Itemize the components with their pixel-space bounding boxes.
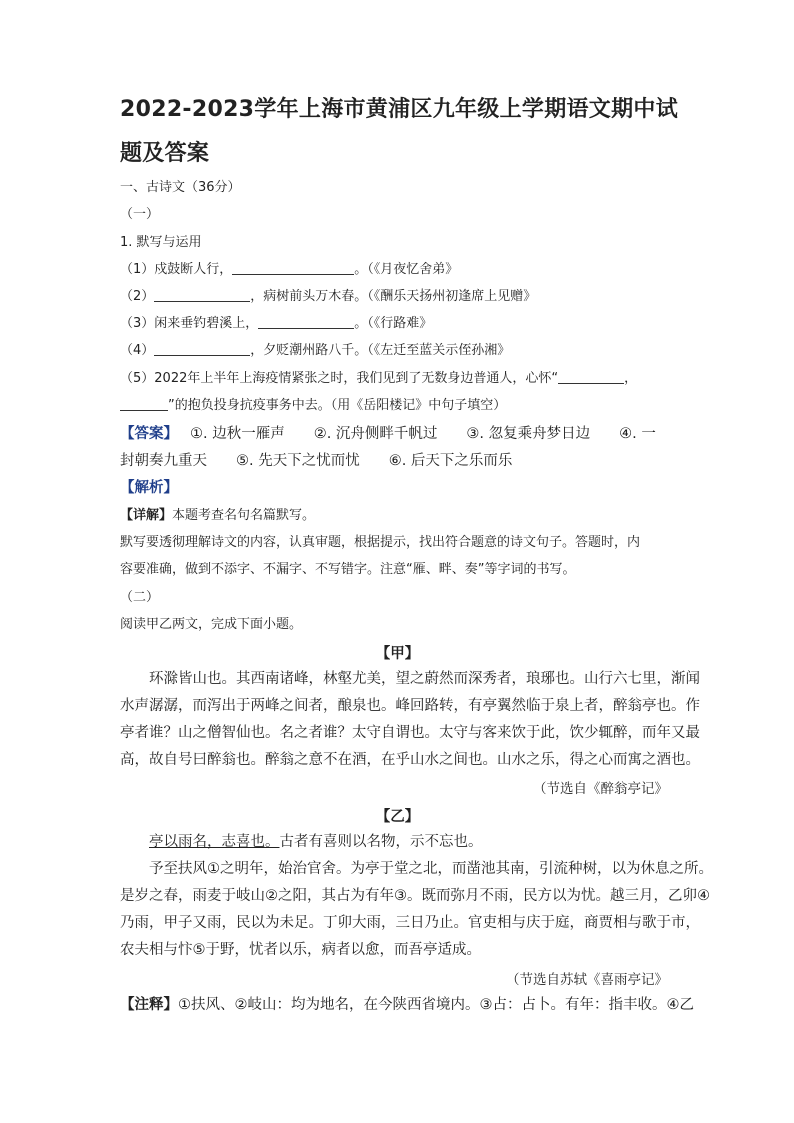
question-item: [120, 341, 510, 361]
passage-a-line: 高，故自号曰醉翁也。醉翁之意不在酒，在乎山水之间也。山水之乐，得之心而寓之酒也。: [120, 752, 700, 768]
question-item: [120, 396, 506, 416]
answer-blank[interactable]: [258, 314, 354, 329]
question-item: [120, 314, 432, 334]
passage-a-source: （节选自《醉翁亭记》: [533, 781, 668, 797]
notes-text: ①扶风、②岐山：均为地名，在今陕西省境内。③占：占卜。有年：指丰收。④乙: [178, 997, 694, 1013]
question-text: 。（《行路难》: [354, 316, 433, 331]
passage-b-line: 乃雨，甲子又雨，民以为未足。丁卯大雨，三日乃止。官吏相与庆于庭，商贾相与歌于市，: [120, 915, 700, 931]
passage-b-source: （节选自苏轼《喜雨亭记》: [506, 972, 668, 988]
question-text: （3）闲来垂钓碧溪上，: [120, 316, 259, 331]
detail-line: [120, 506, 315, 526]
question-text: ，病树前头万木春。（《酬乐天扬州初逢席上见赠》: [250, 289, 537, 304]
answer-blank[interactable]: [120, 396, 168, 411]
question-text: 。（《月夜忆舍弟》: [354, 262, 459, 277]
passage-b-line: [120, 832, 483, 852]
answer-label: 【答案】: [120, 426, 178, 442]
analysis-text: 默写要透彻理解诗文的内容，认真审题，根据提示，找出符合题意的诗文句子。答题时，内: [120, 535, 641, 550]
passage-a-line: 亭者谁？山之僧智仙也。名之者谁？太守自谓也。太守与客来饮于此，饮少辄醉，而年又最: [120, 725, 700, 741]
analysis-text: 容要准确，做到不添字、不漏字、不写错字。注意“雁、畔、奏”等字词的书写。: [120, 562, 576, 577]
answer-text: ①. 边秋一雁声 ②. 沉舟侧畔千帆过 ③. 忽复乘舟梦日边 ④. 一: [190, 426, 656, 442]
detail-text: 本题考查名句名篇默写。: [172, 508, 316, 523]
question-item: [120, 260, 458, 280]
question-text: （4）: [120, 343, 155, 358]
answer-blank[interactable]: [154, 341, 250, 356]
question-text: ”的抱负投身抗疫事务中去。（用《岳阳楼记》中句子填空）: [168, 398, 507, 413]
part-heading: （一）: [120, 207, 160, 222]
document-title: 2022-2023学年上海市黄浦区九年级上学期语文期中试题及答案: [120, 97, 678, 166]
question-item: [120, 369, 637, 389]
passage-a-line: 水声潺潺，而泻出于两峰之间者，酿泉也。峰回路转，有亭翼然临于泉上者，醉翁亭也。作: [120, 698, 700, 714]
part-heading: （二）: [120, 590, 160, 605]
notes-line: [120, 995, 694, 1015]
answer-blank[interactable]: [232, 260, 354, 275]
question-item: [120, 287, 536, 307]
section-heading: 一、古诗文（36分）: [120, 180, 241, 195]
analysis-label: 【解析】: [120, 480, 178, 496]
passage-a-title: 【甲】: [375, 646, 420, 662]
passage-b-line: 是岁之春，雨麦于岐山②之阳，其占为有年③。既而弥月不雨，民方以为忧。越三月，乙卯④: [120, 888, 710, 904]
underlined-sentence: 亭以雨名，志喜也。: [149, 834, 280, 850]
answer-line: [120, 424, 656, 444]
reading-instruction: 阅读甲乙两文，完成下面小题。: [120, 617, 303, 632]
passage-b-line: 农夫相与忭⑤于野，忧者以乐，病者以愈，而吾亭适成。: [120, 942, 481, 958]
answer-blank[interactable]: [154, 287, 250, 302]
notes-label: 【注释】: [120, 997, 178, 1013]
question-text: ，: [624, 371, 638, 386]
question-text: （2）: [120, 289, 155, 304]
question-text: （5）2022年上半年上海疫情紧张之时，我们见到了无数身边普通人，心怀“: [120, 371, 559, 386]
answer-blank[interactable]: [558, 369, 624, 384]
question-title: 1. 默写与运用: [120, 235, 202, 250]
answer-line: 封朝奏九重天 ⑤. 先天下之忧而忧 ⑥. 后天下之乐而乐: [120, 453, 513, 469]
passage-b-title: 【乙】: [375, 809, 420, 825]
detail-label: 【详解】: [120, 508, 173, 523]
passage-b-line: 予至扶风①之明年，始治官舍。为亭于堂之北，而凿池其南，引流种树，以为休息之所。: [120, 861, 713, 877]
passage-a-line: 环滁皆山也。其西南诸峰，林壑尤美，望之蔚然而深秀者，琅琊也。山行六七里，渐闻: [120, 671, 700, 687]
passage-b-text: 古者有喜则以名物，示不忘也。: [279, 834, 483, 850]
question-text: （1）戍鼓断人行，: [120, 262, 233, 277]
question-text: ，夕贬潮州路八千。（《左迁至蓝关示侄孙湘》: [250, 343, 511, 358]
